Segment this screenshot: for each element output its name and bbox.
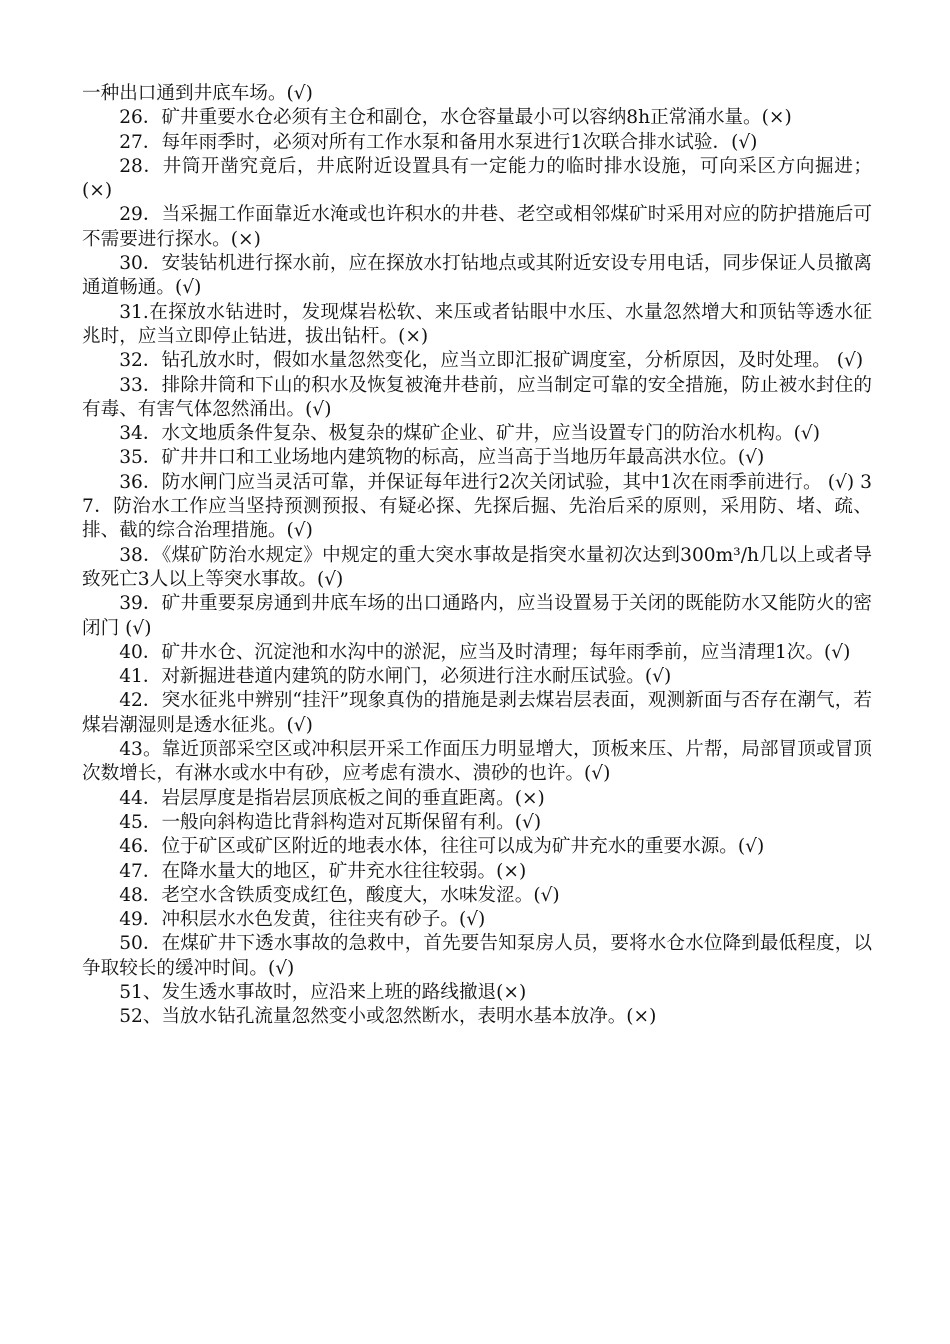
item-46: 46．位于矿区或矿区附近的地表水体，往往可以成为矿井充水的重要水源。(√) — [119, 836, 765, 858]
item-47: 47．在降水量大的地区，矿井充水往往较弱。(×) — [119, 860, 527, 882]
item-26: 26．矿井重要水仓必须有主仓和副仓，水仓容量最小可以容纳8h正常涌水量。(×) — [119, 107, 792, 129]
item-28: 28．井筒开凿究竟后，井底附近设置具有一定能力的临时排水设施，可向采区方向掘进；(×) — [82, 155, 872, 202]
paragraph-continuation: 一种出口通到井底车场。(√) — [82, 83, 313, 104]
item-33: 33．排除井筒和下山的积水及恢复被淹井巷前，应当制定可靠的安全措施，防止被水封住的有毒、有害气体忽然涌出。(√) — [82, 374, 872, 420]
item-35: 35．矿井井口和工业场地内建筑物的标高，应当高于当地历年最高洪水位。(√) — [119, 447, 765, 469]
item-45: 45．一般向斜构造比背斜构造对瓦斯保留有利。(√) — [119, 811, 542, 833]
document-body — [82, 82, 872, 1030]
item-50: 50．在煤矿井下透水事故的急救中，首先要告知泵房人员，要将水仓水位降到最低程度，以争取较长的缓冲时间。(√) — [82, 933, 872, 979]
item-36-37: 36．防水闸门应当灵活可靠，并保证每年进行2次关闭试验，其中1次在雨季前进行。 (√) 37．防治水工作应当坚持预测预报、有疑必探、先探后掘、先治后采的原则，采用防、堵、疏、排、截的综合治理措施。(√) — [82, 471, 872, 542]
item-44: 44．岩层厚度是指岩层顶底板之间的垂直距离。(×) — [119, 787, 545, 809]
item-39: 39．矿井重要泵房通到井底车场的出口通路内，应当设置易于关闭的既能防水又能防火的密闭门 (√) — [82, 593, 872, 639]
item-34: 34．水文地质条件复杂、极复杂的煤矿企业、矿井，应当设置专门的防治水机构。(√) — [119, 423, 820, 445]
item-40: 40．矿井水仓、沉淀池和水沟中的淤泥，应当及时清理；每年雨季前，应当清理1次。(√) — [119, 641, 851, 663]
item-49: 49．冲积层水水色发黄，往往夹有砂子。(√) — [119, 909, 486, 931]
item-27: 27．每年雨季时，必须对所有工作水泵和备用水泵进行1次联合排水试验．(√) — [119, 131, 758, 153]
item-30: 30．安装钻机进行探水前，应在探放水打钻地点或其附近安设专用电话，同步保证人员撤离通道畅通。(√) — [82, 253, 872, 299]
item-31: 31.在探放水钻进时，发现煤岩松软、来压或者钻眼中水压、水量忽然增大和顶钻等透水征兆时，应当立即停止钻进，拔出钻杆。(×) — [82, 301, 872, 347]
item-41: 41．对新掘进巷道内建筑的防水闸门，必须进行注水耐压试验。(√) — [119, 666, 672, 688]
item-32: 32．钻孔放水时，假如水量忽然变化，应当立即汇报矿调度室，分析原因，及时处理。 (√) — [119, 350, 864, 372]
item-42: 42．突水征兆中辨别“挂汗”现象真伪的措施是剥去煤岩层表面，观测新面与否存在潮气，若煤岩潮湿则是透水征兆。(√) — [82, 690, 872, 736]
item-43: 43。靠近顶部采空区或冲积层开采工作面压力明显增大，顶板来压、片帮，局部冒顶或冒顶次数增长，有淋水或水中有砂，应考虑有溃水、溃砂的也许。(√) — [82, 739, 872, 785]
item-38: 38．《煤矿防治水规定》中规定的重大突水事故是指突水量初次达到300m³/h几以上或者导致死亡3人以上等突水事故。(√) — [82, 544, 872, 590]
item-52: 52、当放水钻孔流量忽然变小或忽然断水，表明水基本放净。(×) — [119, 1006, 657, 1028]
item-51: 51、发生透水事故时，应沿来上班的路线撤退(×) — [119, 981, 527, 1003]
item-29: 29．当采掘工作面靠近水淹或也许积水的井巷、老空或相邻煤矿时采用对应的防护措施后可不需要进行探水。(×) — [82, 204, 872, 250]
item-48: 48．老空水含铁质变成红色，酸度大，水味发涩。(√) — [119, 884, 560, 906]
